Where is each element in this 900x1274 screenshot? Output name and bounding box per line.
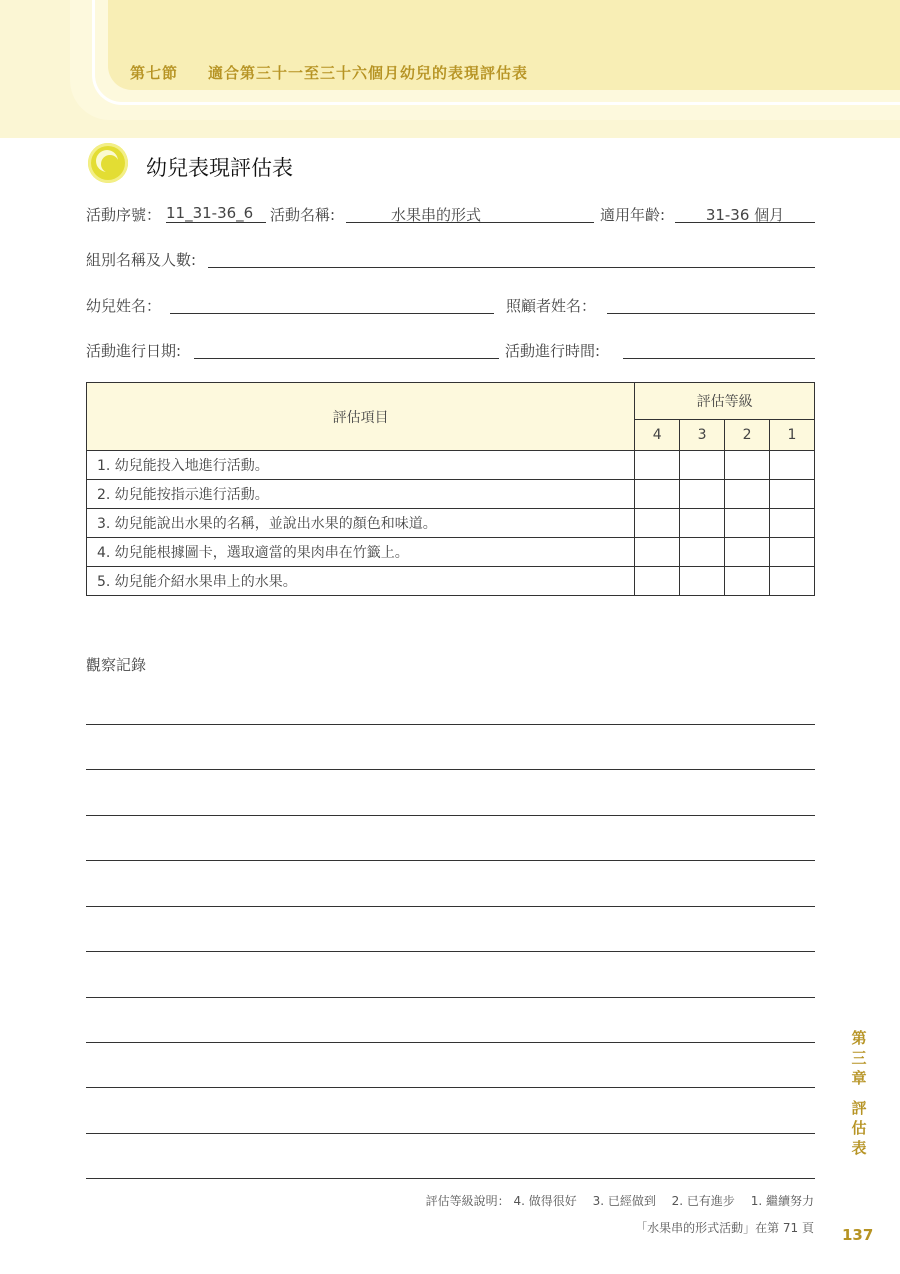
item-text: 3. 幼兒能說出水果的名稱，並說出水果的顏色和味道。 — [87, 509, 635, 538]
observation-line[interactable] — [86, 815, 815, 816]
grade-cell[interactable] — [680, 451, 725, 480]
item-text: 1. 幼兒能投入地進行活動。 — [87, 451, 635, 480]
grade-legend: 評估等級說明： 4. 做得很好 3. 已經做到 2. 已有進步 1. 繼續努力 — [425, 1194, 814, 1208]
observation-line[interactable] — [86, 1133, 815, 1134]
grade-cell[interactable] — [680, 538, 725, 567]
header-ring — [92, 0, 900, 105]
grade-cell[interactable] — [680, 480, 725, 509]
grade-3: 3 — [680, 420, 725, 451]
grade-cell[interactable] — [635, 538, 680, 567]
table-row — [87, 509, 815, 538]
table-row — [87, 538, 815, 567]
evaluation-table — [86, 382, 815, 596]
observation-line[interactable] — [86, 860, 815, 861]
grade-cell[interactable] — [770, 538, 815, 567]
activity-name-value: 水果串的形式 — [390, 206, 481, 224]
activity-no-value: 11_31-36_6 — [166, 204, 254, 222]
table-header-row — [87, 383, 815, 420]
group-label: 組別名稱及人數: — [86, 251, 197, 269]
side-tab-name: 評 估 表 — [851, 1099, 867, 1157]
time-field[interactable] — [623, 340, 815, 359]
page-number: 137 — [842, 1226, 874, 1244]
observation-line[interactable] — [86, 769, 815, 770]
page-reference: 「水果串的形式活動」在第 71 頁 — [635, 1221, 814, 1235]
grade-cell[interactable] — [680, 509, 725, 538]
grade-cell[interactable] — [635, 480, 680, 509]
observation-title: 觀察記錄 — [86, 656, 147, 674]
observation-line[interactable] — [86, 1042, 815, 1043]
grade-cell[interactable] — [635, 567, 680, 596]
section-number: 第七節 — [130, 64, 179, 82]
activity-no-label: 活動序號： — [86, 206, 162, 224]
item-header: 評估項目 — [87, 383, 635, 451]
observation-line[interactable] — [86, 951, 815, 952]
carer-name-label: 照顧者姓名： — [506, 297, 597, 315]
grade-cell[interactable] — [635, 451, 680, 480]
activity-name-label: 活動名稱: — [270, 206, 336, 224]
item-text: 2. 幼兒能按指示進行活動。 — [87, 480, 635, 509]
item-text: 4. 幼兒能根據圖卡，選取適當的果肉串在竹籤上。 — [87, 538, 635, 567]
observation-line[interactable] — [86, 1178, 815, 1179]
form-title: 幼兒表現評估表 — [146, 156, 293, 180]
group-field[interactable] — [208, 249, 815, 268]
date-field[interactable] — [194, 340, 499, 359]
time-label: 活動進行時間: — [505, 342, 601, 360]
grade-cell[interactable] — [725, 538, 770, 567]
grade-cell[interactable] — [770, 480, 815, 509]
grade-4: 4 — [635, 420, 680, 451]
carer-name-field[interactable] — [607, 295, 815, 314]
child-name-field[interactable] — [170, 295, 494, 314]
observation-line[interactable] — [86, 997, 815, 998]
grade-cell[interactable] — [635, 509, 680, 538]
grade-header: 評估等級 — [635, 383, 815, 420]
grade-cell[interactable] — [770, 509, 815, 538]
observation-line[interactable] — [86, 906, 815, 907]
age-label: 適用年齡: — [600, 206, 666, 224]
section-title: 適合第三十一至三十六個月幼兒的表現評估表 — [208, 64, 529, 82]
table-row — [87, 567, 815, 596]
grade-2: 2 — [725, 420, 770, 451]
grade-cell[interactable] — [725, 567, 770, 596]
item-text: 5. 幼兒能介紹水果串上的水果。 — [87, 567, 635, 596]
observation-line[interactable] — [86, 1087, 815, 1088]
grade-cell[interactable] — [770, 451, 815, 480]
grade-cell[interactable] — [725, 451, 770, 480]
grade-cell[interactable] — [680, 567, 725, 596]
table-row — [87, 451, 815, 480]
section-heading — [130, 62, 528, 83]
age-value: 31-36 個月 — [705, 206, 785, 224]
date-label: 活動進行日期: — [86, 342, 182, 360]
grade-cell[interactable] — [725, 509, 770, 538]
circle-bullet-icon — [88, 143, 128, 183]
child-name-label: 幼兒姓名： — [86, 297, 162, 315]
grade-cell[interactable] — [770, 567, 815, 596]
table-row — [87, 480, 815, 509]
grade-1: 1 — [770, 420, 815, 451]
grade-cell[interactable] — [725, 480, 770, 509]
side-tab-chapter: 第 三 章 — [851, 1029, 867, 1087]
observation-line[interactable] — [86, 724, 815, 725]
